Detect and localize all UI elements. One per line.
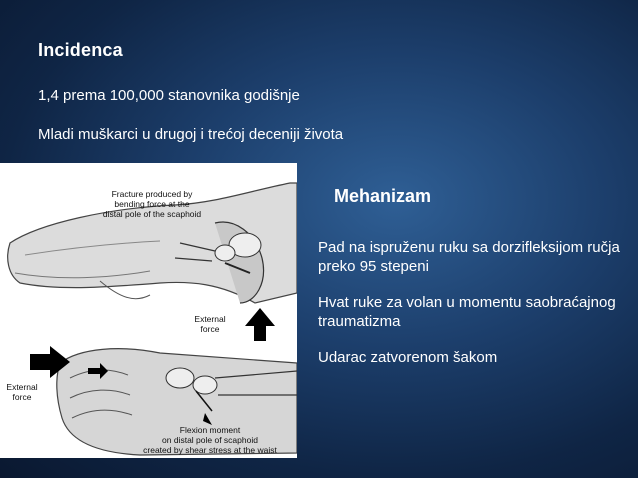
label-line: External [194, 314, 226, 324]
caption-line: distal pole of the scaphoid [102, 209, 202, 219]
slide-title: Incidenca [38, 40, 123, 60]
caption-line: bending force at the [114, 199, 190, 209]
label-line: force [200, 324, 220, 334]
caption-fracture-bending [92, 189, 212, 219]
scaphoid-fracture-illustration [0, 163, 297, 458]
demographic-text: Mladi muškarci u drugoj i trećoj deceniji života [38, 126, 344, 143]
mechanism-heading: Mehanizam [334, 186, 432, 206]
caption-line: Fracture produced by [111, 189, 193, 199]
caption-line: Flexion moment [179, 425, 241, 435]
mechanism-item: Udarac zatvorenom šakom [318, 349, 498, 366]
mechanism-list [318, 238, 628, 384]
label-line: force [12, 392, 32, 402]
caption-line: created by shear stress at the waist [143, 445, 277, 455]
caption-flexion-moment [140, 425, 280, 455]
caption-line: on distal pole of scaphoid [162, 435, 258, 445]
incidence-rate-text: 1,4 prema 100,000 stanovnika godišnje [38, 87, 300, 104]
label-external-force-left [2, 382, 42, 402]
mechanism-item: Hvat ruke za volan u momentu saobraćajnog traumatizma [318, 294, 616, 330]
label-line: External [6, 382, 38, 392]
mechanism-item: Pad na ispruženu ruku sa dorzifleksijom ručja preko 95 stepeni [318, 239, 620, 275]
label-external-force-top [180, 314, 240, 334]
